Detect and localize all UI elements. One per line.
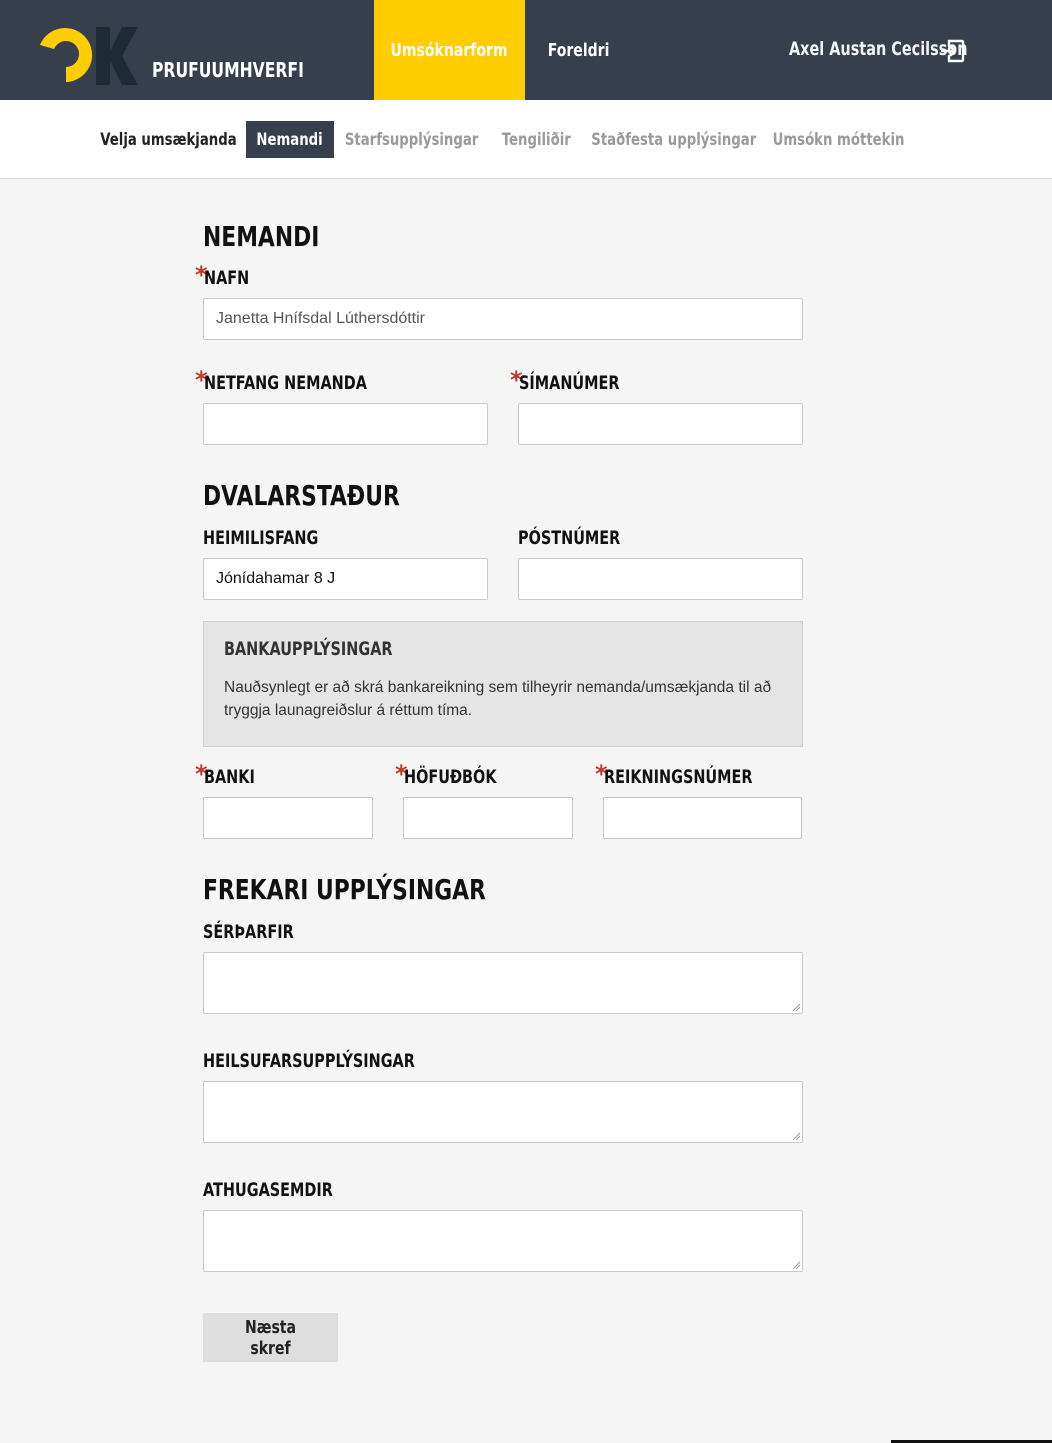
required-marker: * [395, 760, 408, 788]
step-label: Nemandi [256, 129, 324, 150]
remarks-label: ATHUGASEMDIR [203, 1179, 333, 1201]
bank-label: BANKI [204, 766, 255, 788]
nav-tab-parents[interactable] [525, 0, 633, 100]
postcode-input[interactable] [518, 558, 803, 600]
email-input[interactable] [203, 403, 488, 445]
steps-bar [0, 100, 1052, 179]
account-number-input[interactable] [603, 797, 802, 839]
top-header [0, 0, 1052, 100]
name-label: NAFN [204, 267, 250, 289]
step-job-info[interactable] [342, 121, 482, 158]
health-info-textarea[interactable] [203, 1081, 803, 1143]
step-label: Tengiliðir [501, 129, 571, 150]
environment-label: PRUFUUMHVERFI [152, 58, 304, 82]
address-input[interactable]: Jónídahamar 8 J [203, 558, 488, 600]
ok-logo[interactable] [38, 27, 138, 85]
email-label: NETFANG NEMANDA [204, 372, 367, 394]
special-needs-label: SÉRÞARFIR [203, 921, 294, 943]
bank-info-text: Nauðsynlegt er að skrá bankareikning sem tilheyrir nemanda/umsækjanda til að tryggja launagreiðslur á réttum tíma. [224, 679, 772, 719]
required-marker: * [595, 760, 608, 788]
special-needs-textarea[interactable] [203, 952, 803, 1014]
section-heading-student: NEMANDI [203, 220, 320, 253]
step-label: Starfsupplýsingar [345, 129, 479, 150]
step-student[interactable] [246, 121, 334, 158]
required-marker: * [195, 261, 208, 289]
step-label: Velja umsækjanda [99, 129, 237, 150]
account-number-label: REIKNINGSNÚMER [604, 766, 753, 788]
required-marker: * [510, 366, 523, 394]
required-marker: * [195, 366, 208, 394]
name-input[interactable]: Janetta Hnífsdal Lúthersdóttir [203, 298, 803, 340]
step-contacts[interactable] [494, 121, 578, 158]
next-step-label: Næsta skref [244, 1316, 296, 1359]
bank-info-box [203, 621, 803, 747]
nav-tab-label: Foreldri [548, 39, 610, 61]
nav-tab-application-form[interactable] [374, 0, 525, 100]
step-application-received[interactable] [770, 121, 908, 158]
resize-handle-icon[interactable] [792, 1132, 800, 1140]
phone-input[interactable] [518, 403, 803, 445]
next-step-button[interactable] [203, 1313, 338, 1362]
ledger-input[interactable] [403, 797, 573, 839]
section-heading-further-info: FREKARI UPPLÝSINGAR [203, 873, 486, 906]
step-label: Umsókn móttekin [773, 129, 905, 150]
postcode-label: PÓSTNÚMER [518, 527, 621, 549]
user-name[interactable]: Axel Austan Cecilsson [789, 38, 968, 60]
logout-icon[interactable] [940, 38, 966, 64]
remarks-textarea[interactable] [203, 1210, 803, 1272]
resize-handle-icon[interactable] [792, 1003, 800, 1011]
required-marker: * [195, 760, 208, 788]
address-label: HEIMILISFANG [203, 527, 319, 549]
section-heading-residence: DVALARSTAÐUR [203, 479, 400, 512]
bank-info-title: BANKAUPPLÝSINGAR [224, 638, 393, 660]
step-choose-applicant[interactable] [95, 121, 241, 158]
ledger-label: HÖFUÐBÓK [404, 766, 497, 788]
step-label: Staðfesta upplýsingar [591, 129, 757, 150]
health-info-label: HEILSUFARSUPPLÝSINGAR [203, 1050, 415, 1072]
step-confirm-info[interactable] [590, 121, 758, 158]
resize-handle-icon[interactable] [792, 1261, 800, 1269]
phone-label: SÍMANÚMER [519, 372, 620, 394]
bank-input[interactable] [203, 797, 373, 839]
nav-tab-label: Umsóknarform [390, 39, 509, 61]
